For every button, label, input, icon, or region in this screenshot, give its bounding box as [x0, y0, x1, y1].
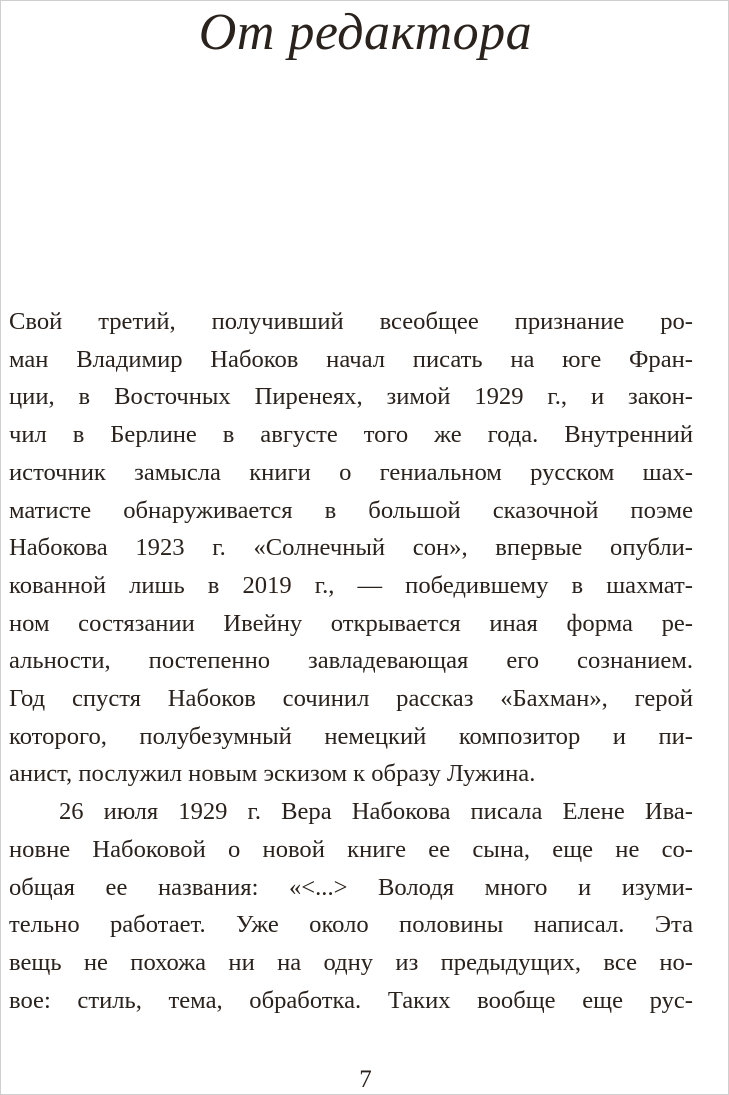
text-line: ман Владимир Набоков начал писать на юге Фран-: [9, 345, 693, 373]
text-line: вещь не похожа ни на одну из предыдущих, все но-: [9, 948, 693, 976]
text-line: тельно работает. Уже около половины написал. Эта: [9, 911, 693, 939]
text-line: Год спустя Набоков сочинил рассказ «Бахман», герой: [9, 685, 693, 713]
body-text: [9, 303, 693, 1019]
text-line: вое: стиль, тема, обработка. Таких вообще еще рус-: [9, 986, 693, 1014]
chapter-title: От редактора: [198, 4, 533, 61]
page-number: 7: [359, 1066, 372, 1093]
text-line: 26 июля 1929 г. Вера Набокова писала Елене Ива-: [59, 798, 693, 826]
text-line: новне Набоковой о новой книге ее сына, еще не со-: [9, 835, 693, 863]
text-line: анист, послужил новым эскизом к образу Лужина.: [9, 760, 536, 788]
text-line: матисте обнаруживается в большой сказочной поэме: [9, 496, 693, 524]
text-line: источник замысла книги о гениальном русском шах-: [9, 458, 693, 486]
text-line: Набокова 1923 г. «Солнечный сон», впервые опубли-: [9, 534, 693, 562]
text-line: кованной лишь в 2019 г., — победившему в шахмат-: [9, 571, 693, 599]
text-line: ном состязании Ивейну открывается иная форма ре-: [9, 609, 693, 637]
text-line: ции, в Восточных Пиренеях, зимой 1929 г., и закон-: [9, 383, 693, 411]
text-line: которого, полубезумный немецкий композитор и пи-: [9, 722, 693, 750]
text-line: Свой третий, получивший всеобщее признание ро-: [9, 308, 693, 335]
text-line: альности, постепенно завладевающая его сознанием.: [9, 647, 693, 675]
text-line: общая ее названия: «<...> Володя много и изуми-: [9, 873, 693, 901]
text-line: чил в Берлине в августе того же года. Внутренний: [9, 421, 693, 449]
